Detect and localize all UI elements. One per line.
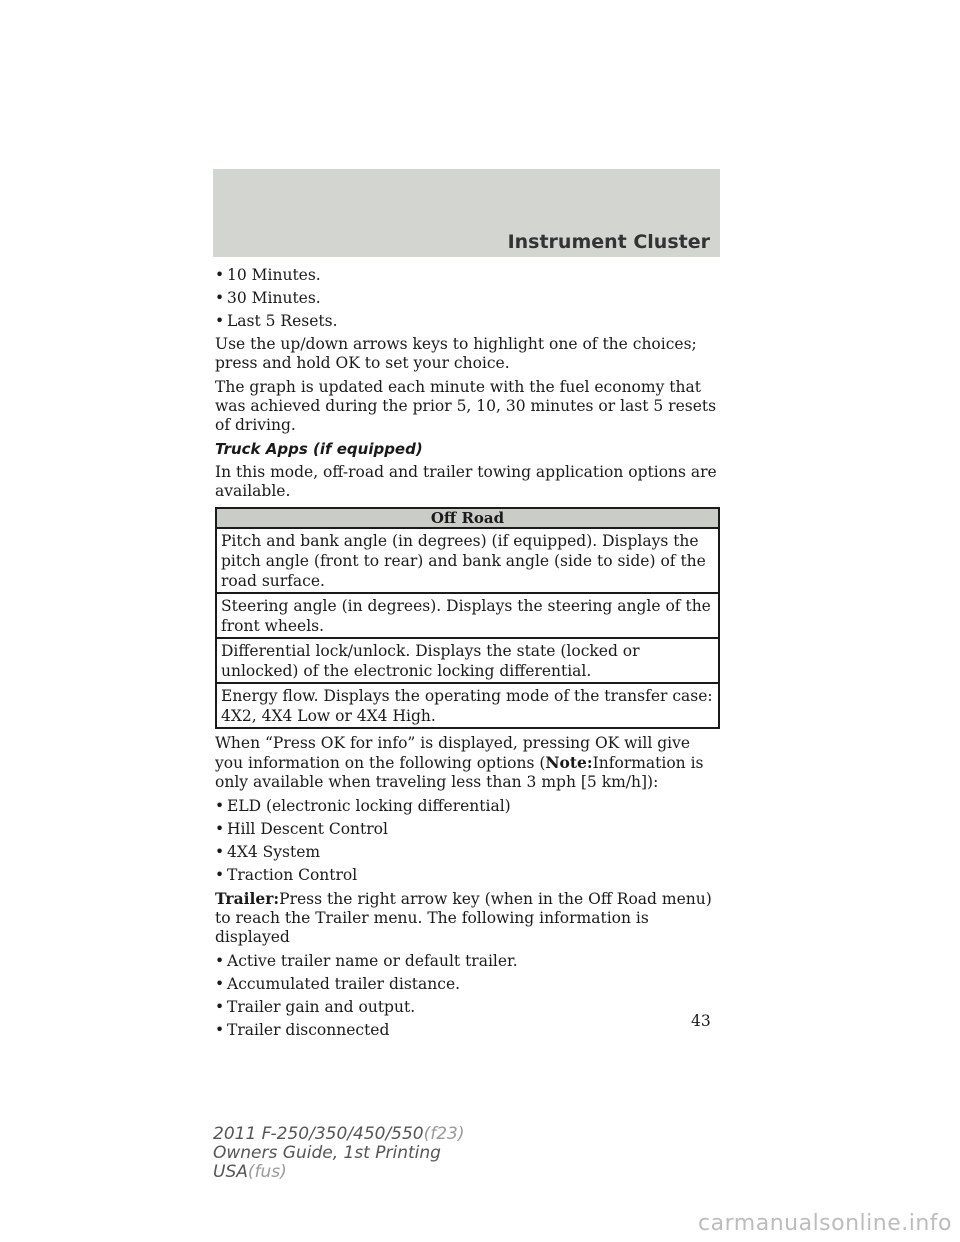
bullet-icon: • — [215, 820, 225, 838]
table-cell: Steering angle (in degrees). Displays the steering angle of the front wheels. — [216, 593, 719, 638]
bullet-icon: • — [215, 1021, 225, 1039]
table-cell: Differential lock/unlock. Displays the state (locked or unlocked) of the electronic locking differential. — [216, 638, 719, 683]
paragraph-mode-description: In this mode, off-road and trailer towing application options are available. — [215, 463, 717, 500]
bullet-icon: • — [215, 998, 225, 1016]
section-title: Instrument Cluster — [507, 231, 710, 253]
list-item: • 4X4 System — [215, 843, 321, 861]
bullet-icon: • — [215, 312, 225, 330]
list-item: • Active trailer name or default trailer. — [215, 952, 518, 970]
bullet-icon: • — [215, 866, 225, 884]
bullet-icon: • — [215, 266, 225, 284]
print-footer — [213, 1125, 465, 1182]
trailer-label: Trailer: — [215, 889, 280, 908]
list-item: • Trailer gain and output. — [215, 998, 416, 1016]
section-header-band — [213, 169, 720, 257]
footer-line-3: USA(fus) — [213, 1162, 287, 1182]
watermark-link[interactable]: carmanualsonline.info — [698, 1211, 952, 1236]
table-cell: Energy flow. Displays the operating mode of the transfer case: 4X2, 4X4 Low or 4X4 High. — [216, 683, 719, 728]
bullet-icon: • — [215, 975, 225, 993]
list-item: • Accumulated trailer distance. — [215, 975, 461, 993]
paragraph-trailer: Trailer:Press the right arrow key (when in the Off Road menu) to reach the Trailer menu. The following information is displayed — [215, 889, 712, 946]
footer-line-2: Owners Guide, 1st Printing — [213, 1143, 441, 1163]
list-item: • Trailer disconnected — [215, 1021, 390, 1039]
table-cell: Pitch and bank angle (in degrees) (if equipped). Displays the pitch angle (front to rear) and bank angle (side to side) of the road surface. — [216, 528, 719, 593]
table-row — [216, 638, 719, 683]
page-number: 43 — [691, 1012, 711, 1030]
subheading-truck-apps: Truck Apps (if equipped) — [215, 440, 423, 458]
paragraph-press-ok: When “Press OK for info” is displayed, pressing OK will give you information on the following options (Note:Information is only available when traveling less than 3 mph [5 km/h]): — [215, 734, 704, 791]
table-header: Off Road — [216, 508, 719, 528]
table-row — [216, 593, 719, 638]
list-item: • 30 Minutes. — [215, 289, 321, 307]
table-row — [216, 528, 719, 593]
paragraph-instructions: Use the up/down arrows keys to highlight one of the choices; press and hold OK to set your choice. — [215, 335, 697, 372]
footer-line-1: 2011 F-250/350/450/550(f23) — [213, 1124, 465, 1144]
page-content — [215, 266, 720, 1044]
bullet-icon: • — [215, 797, 225, 815]
list-item: • Last 5 Resets. — [215, 312, 338, 330]
bullet-icon: • — [215, 289, 225, 307]
list-item: • Traction Control — [215, 866, 358, 884]
bullet-icon: • — [215, 843, 225, 861]
table-row — [216, 683, 719, 728]
list-item: • 10 Minutes. — [215, 266, 321, 284]
list-item: • ELD (electronic locking differential) — [215, 797, 511, 815]
bullet-icon: • — [215, 952, 225, 970]
note-label: Note: — [545, 753, 593, 772]
paragraph-graph-update: The graph is updated each minute with the fuel economy that was achieved during the prior 5, 10, 30 minutes or last 5 resets of driving. — [215, 378, 717, 434]
off-road-table — [215, 507, 720, 729]
list-item: • Hill Descent Control — [215, 820, 388, 838]
